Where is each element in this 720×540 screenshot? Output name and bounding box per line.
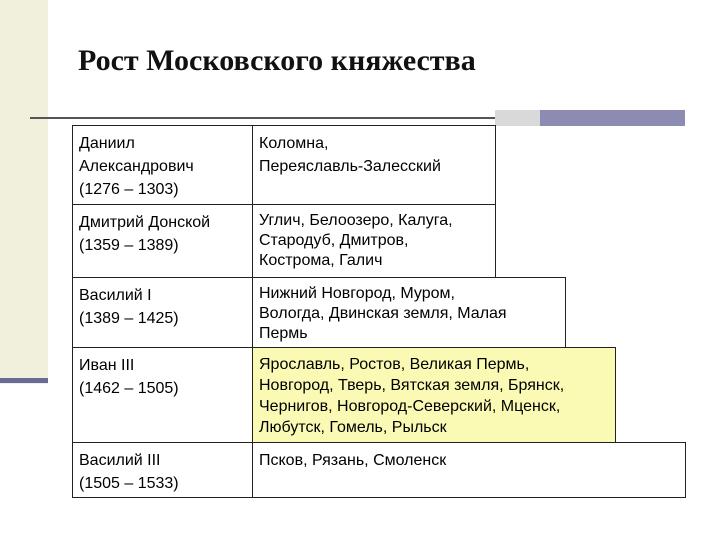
ruler-cell [72, 277, 253, 348]
slide-title: Рост Московского княжества [78, 44, 476, 77]
ruler-cell [72, 125, 253, 205]
lands-text: Углич, Белоозеро, Калуга, [259, 212, 453, 229]
lands-text: Любутск, Гомель, Рыльск [259, 419, 447, 436]
ruler-cell [72, 204, 253, 278]
title-underline [30, 117, 535, 119]
lands-cell-highlighted [252, 347, 616, 443]
lands-text: Псков, Рязань, Смоленск [259, 452, 447, 469]
ruler-years: (1276 – 1303) [79, 181, 179, 198]
ruler-years: (1462 – 1505) [79, 380, 179, 397]
lands-cell [252, 125, 496, 205]
lands-text: Коломна, [259, 135, 329, 152]
left-decor-rule [0, 378, 48, 383]
ruler-name: Василий I [79, 287, 152, 304]
lands-text: Переяславль-Залесский [259, 158, 441, 175]
ruler-years: (1505 – 1533) [79, 475, 179, 492]
lands-text: Кострома, Галич [259, 252, 383, 269]
lands-cell [252, 442, 686, 498]
lands-text: Пермь [259, 325, 308, 342]
lands-text: Ярославль, Ростов, Великая Пермь, [259, 356, 530, 373]
lands-text: Нижний Новгород, Муром, [259, 285, 455, 302]
lands-text: Стародуб, Дмитров, [259, 232, 409, 249]
ruler-cell [72, 347, 253, 443]
left-decor-band [0, 0, 48, 384]
ruler-cell [72, 442, 253, 498]
lands-text: Новгород, Тверь, Вятская земля, Брянск, [259, 377, 565, 394]
ruler-name: Дмитрий Донской [79, 214, 211, 231]
ruler-name: Иван III [79, 357, 135, 374]
ruler-years: (1359 – 1389) [79, 237, 179, 254]
title-decor-grey-block [495, 110, 540, 126]
ruler-name: Василий III [79, 452, 161, 469]
title-decor-purple-block [540, 110, 685, 126]
lands-text: Чернигов, Новгород-Северский, Мценск, [259, 398, 561, 415]
ruler-years: (1389 – 1425) [79, 310, 179, 327]
ruler-name: Даниил [79, 135, 135, 152]
lands-text: Вологда, Двинская земля, Малая [259, 305, 507, 322]
lands-cell [252, 204, 496, 278]
lands-cell [252, 277, 566, 348]
ruler-name: Александрович [79, 158, 194, 175]
